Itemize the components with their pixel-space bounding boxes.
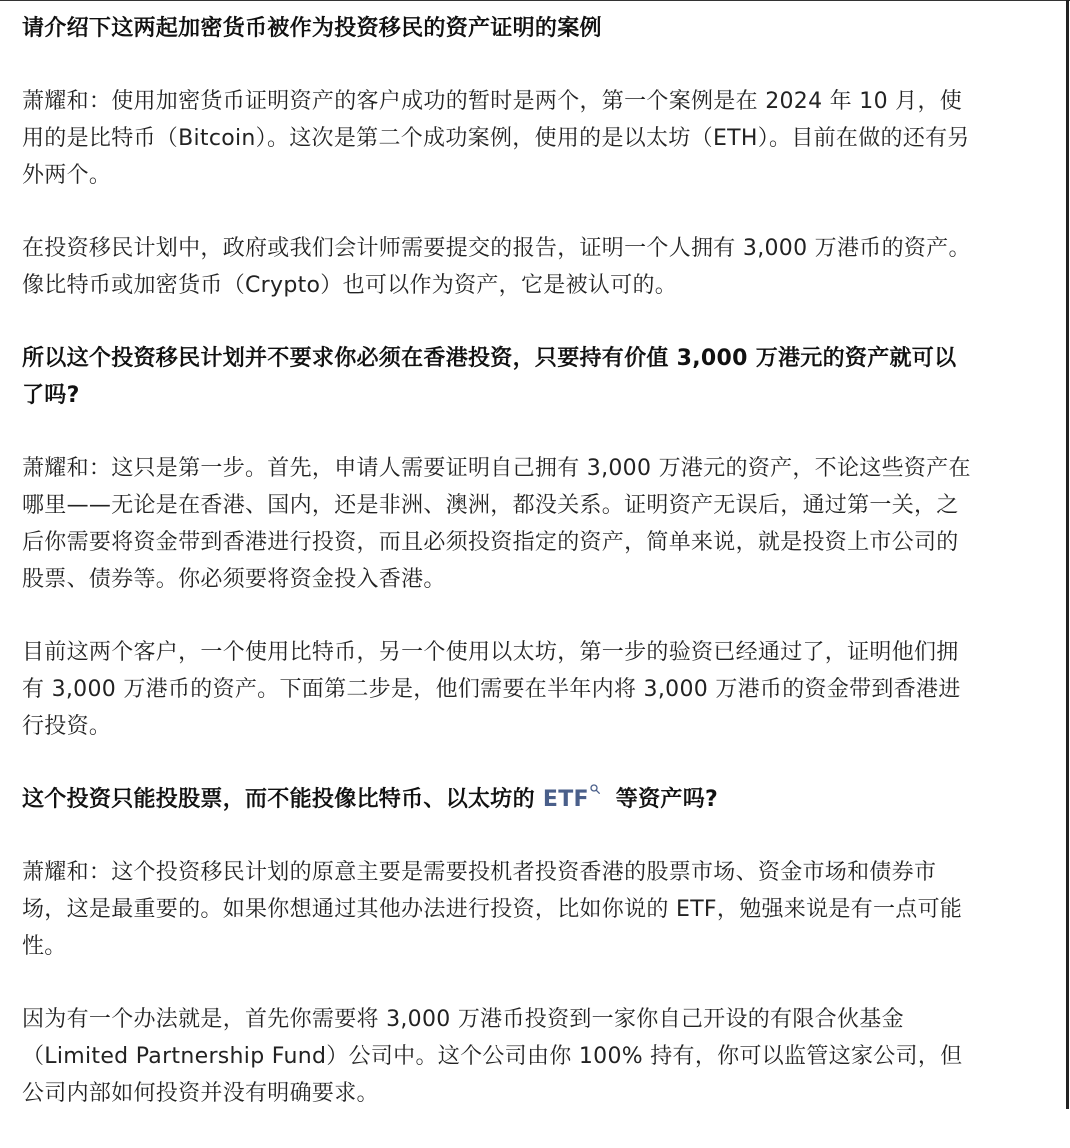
etf-keyword-link[interactable] [543,787,608,812]
question-3 [22,781,972,818]
question-2: 所以这个投资移民计划并不要求你必须在香港投资，只要持有价值 3,000 万港元的资产就可以了吗? [22,346,957,408]
question-3-after: 等资产吗? [607,787,719,812]
answer-4: 目前这两个客户，一个使用比特币，另一个使用以太坊，第一步的验资已经通过了，证明他们拥有 3,000 万港币的资产。下面第二步是，他们需要在半年内将 3,000 万港币的资金带到香港进行投资。 [22,640,961,739]
answer-5: 萧耀和：这个投资移民计划的原意主要是需要投机者投资香港的股票市场、资金市场和债券市场，这是最重要的。如果你想通过其他办法进行投资，比如你说的 ETF，勉强来说是有一点可能性。 [22,860,963,959]
answer-2: 在投资移民计划中，政府或我们会计师需要提交的报告，证明一个人拥有 3,000 万港币的资产。像比特币或加密货币（Crypto）也可以作为资产，它是被认可的。 [22,236,971,298]
answer-6: 因为有一个办法就是，首先你需要将 3,000 万港币投资到一家你自己开设的有限合伙基金（Limited Partnership Fund）公司中。这个公司由你 100% 持有，你可以监管这家公司，但公司内部如何投资并没有明确要求。 [22,1007,963,1106]
question-1: 请介绍下这两起加密货币被作为投资移民的资产证明的案例 [22,16,602,41]
answer-3: 萧耀和：这只是第一步。首先，申请人需要证明自己拥有 3,000 万港元的资产，不论这些资产在哪里——无论是在香港、国内，还是非洲、澳洲，都没关系。证明资产无误后，通过第一关，之后你需要将资金带到香港进行投资，而且必须投资指定的资产，简单来说，就是投资上市公司的股票、债券等。你必须要将资金投入香港。 [22,456,971,592]
top-border [0,0,1070,1]
article-body [22,10,972,1148]
etf-keyword-text: ETF [542,787,589,812]
search-icon [590,769,600,779]
answer-1: 萧耀和：使用加密货币证明资产的客户成功的暂时是两个，第一个案例是在 2024 年 10 月，使用的是比特币（Bitcoin）。这次是第二个成功案例，使用的是以太坊（ETH）。目前在做的还有另外两个。 [22,89,970,188]
question-3-before: 这个投资只能投股票，而不能投像比特币、以太坊的 [22,787,543,812]
right-border [1066,0,1069,1109]
